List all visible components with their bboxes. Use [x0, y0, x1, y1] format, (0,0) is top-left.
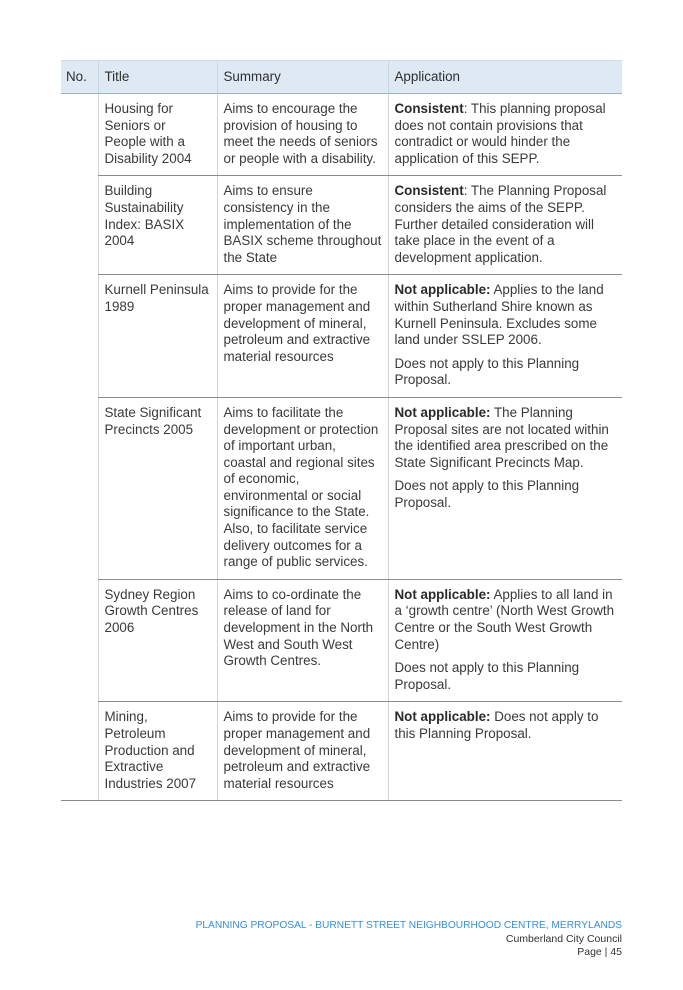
- row-summary: Aims to provide for the proper management and development of mineral, petroleum and extractive material resources: [217, 702, 388, 801]
- row-no: [61, 397, 98, 579]
- application-note: Does not apply to this Planning Proposal.: [394, 355, 580, 388]
- header-no: No.: [61, 61, 98, 94]
- footer-page-number: Page | 45: [577, 946, 622, 958]
- header-summary: Summary: [217, 61, 388, 94]
- page-footer: [196, 919, 622, 960]
- row-application: [388, 397, 622, 579]
- row-title: Mining, Petroleum Production and Extractive Industries 2007: [98, 702, 217, 801]
- application-status: Not applicable:: [394, 586, 491, 602]
- footer-organisation: Cumberland City Council: [505, 932, 622, 945]
- table-row: [61, 702, 622, 801]
- application-detail: : This planning proposal does not contain provisions that contradict or would hinder the application of this SEPP.: [394, 101, 606, 166]
- table-row: [61, 397, 622, 579]
- table-row: [61, 275, 622, 398]
- header-title: Title: [98, 61, 217, 94]
- footer-document-title: PLANNING PROPOSAL - BURNETT STREET NEIGHBOURHOOD CENTRE, MERRYLANDS: [195, 920, 622, 931]
- row-summary: Aims to co-ordinate the release of land for development in the North West and South West Growth Centres.: [217, 579, 388, 702]
- row-application: [388, 702, 622, 801]
- table-row: [61, 94, 622, 176]
- row-summary: Aims to facilitate the development or protection of important urban, coastal and regional sites of economic, environmental or social significance to the State. Also, to facilitate service delivery outcomes for a range of public services.: [217, 397, 388, 579]
- application-status: Consistent: [394, 183, 464, 199]
- row-summary: Aims to ensure consistency in the implementation of the BASIX scheme throughout the State: [217, 176, 388, 275]
- table-header-row: [61, 61, 622, 94]
- application-note: Does not apply to this Planning Proposal.: [394, 478, 580, 510]
- application-detail: : The Planning Proposal considers the aims of the SEPP. Further detailed consideration will take place in the event of a development application.: [394, 183, 607, 265]
- row-title: Housing for Seniors or People with a Disability 2004: [98, 94, 217, 176]
- table-row: [61, 579, 622, 702]
- row-application: [388, 176, 622, 275]
- row-no: [61, 275, 98, 398]
- row-summary: Aims to provide for the proper management and development of mineral, petroleum and extractive material resources: [217, 275, 388, 398]
- application-note: Does not apply to this Planning Proposal.: [394, 660, 580, 692]
- table-row: [61, 176, 622, 275]
- application-detail: Does not apply to this Planning Proposal.: [394, 709, 599, 741]
- row-title: Building Sustainability Index: BASIX 2004: [98, 176, 217, 275]
- sepp-table: [61, 60, 622, 801]
- application-detail: The Planning Proposal sites are not located within the identified area prescribed on the State Significant Precincts Map.: [394, 404, 609, 470]
- application-status: Consistent: [394, 101, 464, 116]
- application-status: Not applicable:: [394, 282, 491, 298]
- row-title: Sydney Region Growth Centres 2006: [98, 579, 217, 702]
- header-application: Application: [388, 61, 622, 94]
- row-application: [388, 275, 622, 398]
- application-detail: Applies to all land in a ‘growth centre’ (North West Growth Centre or the South West Growth Centre): [394, 586, 615, 652]
- row-no: [61, 94, 98, 176]
- row-summary: Aims to encourage the provision of housing to meet the needs of seniors or people with a disability.: [217, 94, 388, 176]
- application-detail: Applies to the land within Sutherland Shire known as Kurnell Peninsula. Excludes some land under SSLEP 2006.: [394, 282, 604, 348]
- row-application: [388, 579, 622, 702]
- row-title: Kurnell Peninsula 1989: [98, 275, 217, 398]
- application-status: Not applicable:: [394, 709, 491, 725]
- row-no: [61, 579, 98, 702]
- row-application: [388, 94, 622, 176]
- row-title: State Significant Precincts 2005: [98, 397, 217, 579]
- row-no: [61, 176, 98, 275]
- application-status: Not applicable:: [394, 404, 491, 420]
- row-no: [61, 702, 98, 801]
